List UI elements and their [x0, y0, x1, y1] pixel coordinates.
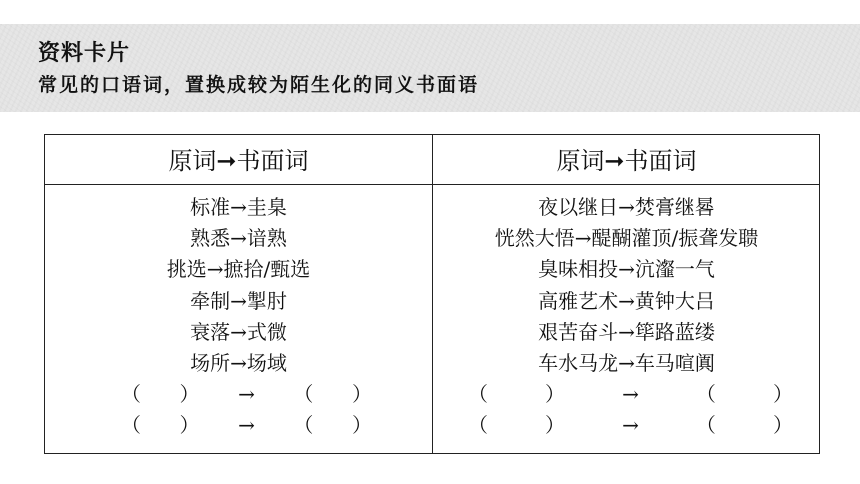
close-paren: ）	[772, 413, 793, 438]
open-paren: （	[121, 382, 141, 407]
table-row: 夜以继日→焚膏继晷	[538, 195, 715, 219]
right-column-header: 原词➞书面词	[556, 147, 697, 175]
header-divider	[45, 184, 819, 185]
blank-row	[468, 379, 793, 410]
table-row: 标准→圭臬	[190, 195, 287, 219]
resource-card-banner	[0, 24, 860, 112]
table-row: 艰苦奋斗→筚路蓝缕	[538, 319, 715, 344]
close-paren: ）	[351, 413, 372, 438]
close-paren: ）	[545, 413, 566, 438]
right-column-rows	[434, 192, 819, 442]
open-paren: （	[695, 413, 716, 438]
blank-row	[121, 410, 372, 441]
column-divider	[432, 135, 433, 453]
arrow: →	[238, 382, 255, 407]
table-row: 场所→场域	[190, 351, 287, 376]
table-row: 高雅艺术→黄钟大吕	[538, 288, 715, 313]
open-paren: （	[468, 413, 488, 438]
blank-row	[468, 410, 793, 441]
table-row: 恍然大悟→醍醐灌顶/振聋发聩	[494, 226, 759, 251]
table-row: 臭味相投→沆瀣一气	[538, 257, 715, 282]
left-column-header: 原词➞书面词	[168, 147, 309, 175]
table-row: 车水马龙→车马喧阗	[538, 351, 715, 376]
close-paren: ）	[772, 382, 793, 407]
close-paren: ）	[545, 382, 566, 407]
table-row: 衰落→式微	[190, 319, 287, 344]
arrow: →	[622, 382, 639, 407]
table-row: 熟悉→谙熟	[190, 226, 287, 251]
left-column-rows	[45, 192, 432, 442]
close-paren: ）	[179, 382, 200, 407]
arrow: →	[622, 413, 639, 438]
open-paren: （	[468, 382, 488, 407]
blank-row	[121, 379, 372, 410]
close-paren: ）	[179, 413, 200, 438]
open-paren: （	[293, 413, 314, 438]
banner-title: 资料卡片	[38, 41, 131, 66]
open-paren: （	[695, 382, 716, 407]
synonym-table	[44, 134, 820, 454]
table-row: 牵制→掣肘	[190, 288, 287, 313]
open-paren: （	[121, 413, 141, 438]
close-paren: ）	[351, 382, 372, 407]
arrow: →	[238, 413, 255, 438]
open-paren: （	[293, 382, 314, 407]
table-row: 挑选→摭拾/甄选	[166, 257, 311, 282]
banner-subtitle: 常见的口语词，置换成较为陌生化的同义书面语	[38, 74, 480, 96]
